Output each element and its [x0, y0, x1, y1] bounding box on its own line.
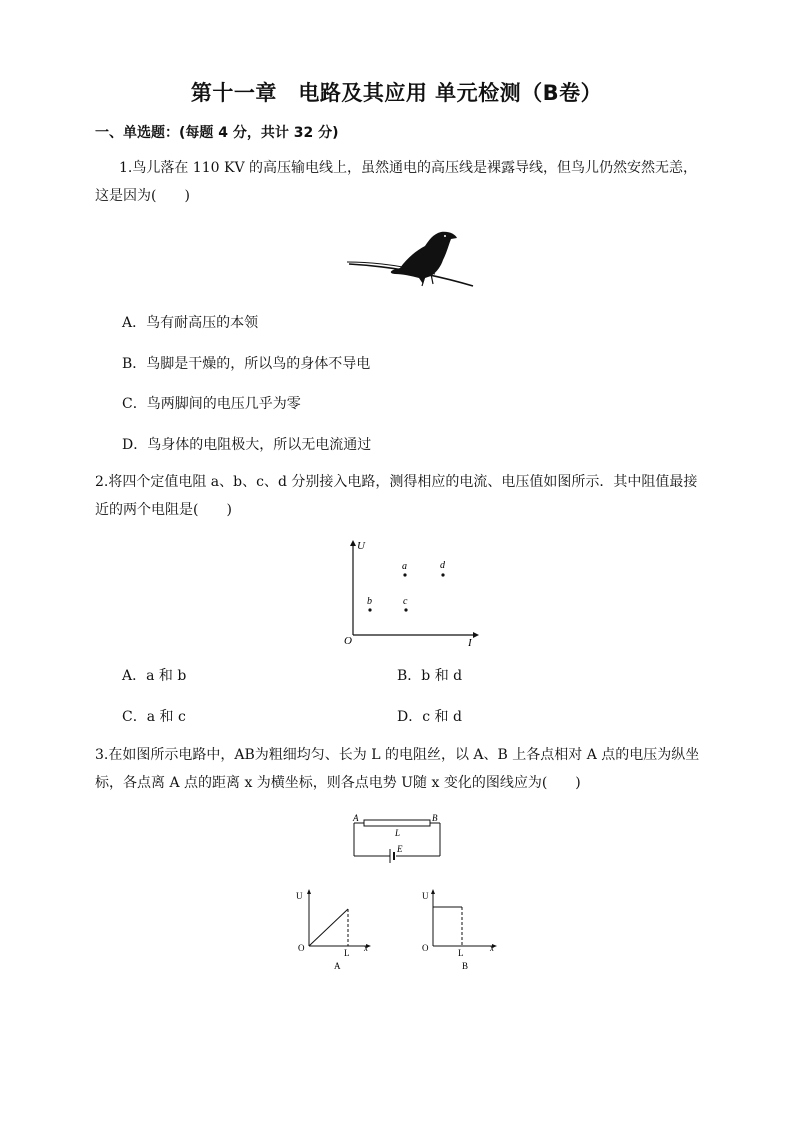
- page-title: 第十一章 电路及其应用 单元检测（B卷）: [190, 81, 603, 105]
- q2-ui-graph: [340, 538, 480, 648]
- question-1-stem: 1.鸟儿落在 110 KV 的高压输电线上，虽然通电的高压线是裸露导线，但鸟儿仍然安然无恙，这是因为( ): [95, 160, 697, 204]
- question-2-stem: 2.将四个定值电阻 a、b、c、d 分别接入电路，测得相应的电流、电压值如图所示．其中阻值最接近的两个电阻是( ): [95, 474, 698, 518]
- q3-graph-b: [418, 885, 500, 973]
- q3-graph-a-tick: L: [344, 948, 350, 958]
- q2-y-axis-label: U: [357, 540, 365, 552]
- q3-graph-a-caption: A: [334, 961, 341, 971]
- q3-graph-a-origin: O: [298, 943, 305, 953]
- q1-option-d: D．鸟身体的电阻极大，所以无电流通过: [122, 437, 372, 453]
- q3-graph-a-x-label: x: [364, 943, 368, 953]
- q3-graph-a: [292, 885, 374, 973]
- q1-option-a: A．鸟有耐高压的本领: [122, 315, 259, 331]
- q3-circuit-label-a: A: [353, 813, 359, 823]
- q3-graph-b-caption: B: [462, 961, 469, 971]
- q2-point-d: [441, 573, 444, 576]
- q2-point-c: [404, 608, 407, 611]
- q3-graph-a-y-label: U: [296, 891, 303, 901]
- q2-point-a: [403, 573, 406, 576]
- q3-circuit-label-emf: E: [397, 844, 403, 854]
- q2-option-c: C．a 和 c: [122, 709, 186, 725]
- q2-point-d-label: d: [440, 560, 445, 571]
- q2-x-axis-label: I: [468, 637, 472, 648]
- q2-option-a: A．a 和 b: [122, 668, 187, 684]
- bird-on-wire-image: [345, 228, 475, 290]
- q3-circuit-label-b: B: [432, 813, 438, 823]
- q2-origin-label: O: [344, 635, 352, 647]
- q3-graph-b-y-label: U: [422, 891, 429, 901]
- q3-circuit-label-length: L: [395, 828, 401, 838]
- q2-point-a-label: a: [402, 561, 407, 572]
- q2-option-d: D．c 和 d: [397, 709, 462, 725]
- q2-option-b: B．b 和 d: [397, 668, 463, 684]
- section-heading: 一、单选题：(每题 4 分，共计 32 分): [95, 125, 339, 141]
- q3-graph-b-x-label: x: [490, 943, 494, 953]
- q1-option-b: B．鸟脚是干燥的，所以鸟的身体不导电: [122, 356, 371, 372]
- q3-circuit-diagram: [350, 812, 444, 864]
- q3-graph-b-tick: L: [458, 948, 464, 958]
- q3-graph-b-origin: O: [422, 943, 429, 953]
- question-3-stem: 3.在如图所示电路中，AB为粗细均匀、长为 L 的电阻丝，以 A、B 上各点相对 A 点的电压为纵坐标，各点离 A 点的距离 x 为横坐标，则各点电势 U随 x 变化的图线应为( ): [95, 747, 700, 791]
- q2-point-b-label: b: [367, 596, 372, 607]
- q2-point-b: [368, 608, 371, 611]
- q2-point-c-label: c: [403, 596, 408, 607]
- q1-option-c: C．鸟两脚间的电压几乎为零: [122, 396, 301, 412]
